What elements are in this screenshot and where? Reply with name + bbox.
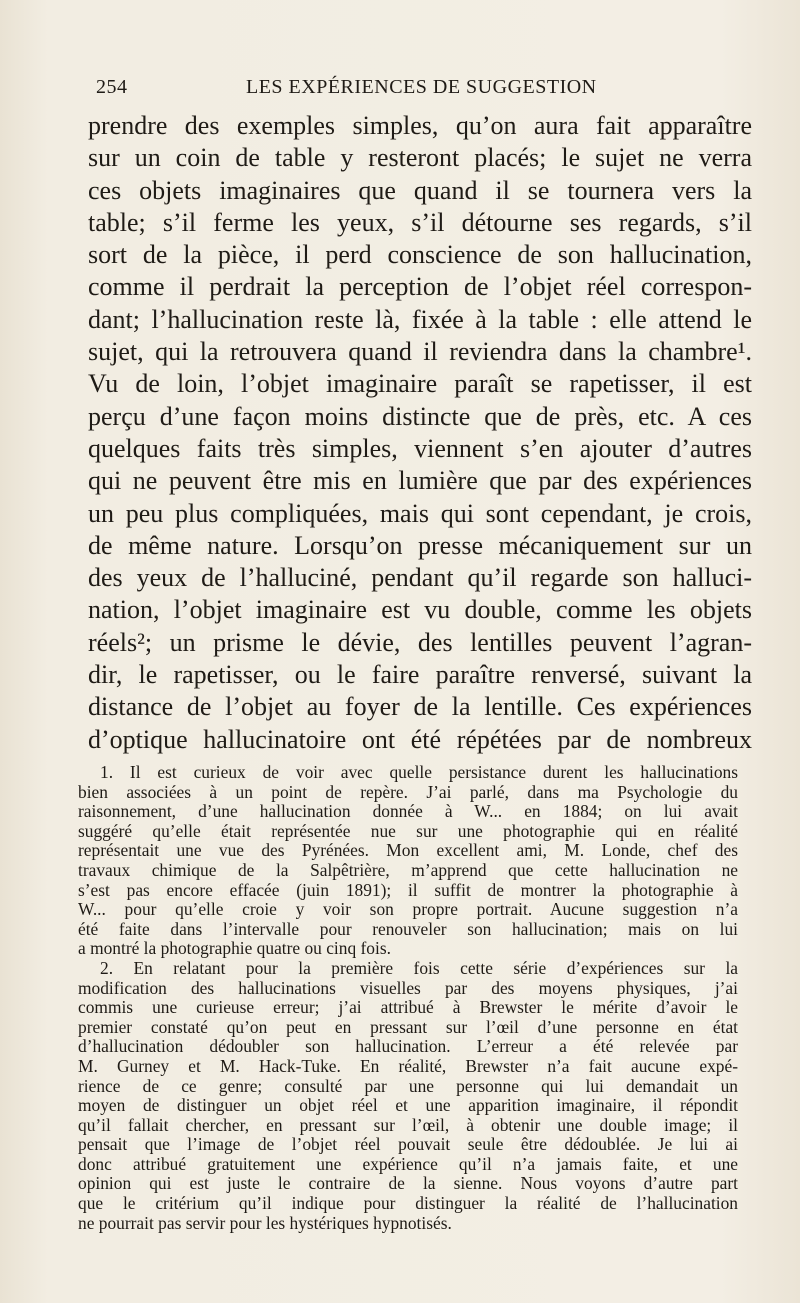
footnote-line: rience de ce genre; consulté par une personne qui lui demandait un	[78, 1076, 738, 1096]
footnote-1	[78, 763, 738, 959]
footnote-line: s’est pas encore effacée (juin 1891); il suffit de montrer la photographie à	[78, 880, 738, 900]
footnote-line: donc attribué gratuitement une expérience qu’il n’a jamais faite, et une	[78, 1154, 738, 1174]
footnote-line: moyen de distinguer un objet réel et une apparition imaginaire, il répondit	[78, 1096, 738, 1116]
footnote-line: d’hallucination dédoubler son hallucination. L’erreur a été relevée par	[78, 1037, 738, 1057]
footnote-line: modification des hallucinations visuelles par des moyens physiques, j’ai	[78, 978, 738, 998]
footnote-line: travaux chimique de la Salpêtrière, m’apprend que cette hallucination ne	[78, 860, 738, 880]
footnote-line: représentait une vue des Pyrénées. Mon excellent ami, M. Londe, chef des	[78, 841, 738, 861]
footnotes	[78, 763, 738, 1233]
footnote-line: ne pourrait pas servir pour les hystériques hypnotisés.	[78, 1213, 452, 1233]
running-title: LES EXPÉRIENCES DE SUGGESTION	[246, 76, 597, 98]
text-line: sujet, qui la retrouvera quand il reviendra dans la chambre¹.	[88, 337, 752, 367]
text-line: réels²; un prisme le dévie, des lentilles peuvent l’agran-	[88, 627, 752, 657]
text-line: comme il perdrait la perception de l’objet réel correspon-	[88, 272, 752, 302]
text-line: dant; l’hallucination reste là, fixée à la table : elle attend le	[88, 304, 752, 334]
footnote-line: qu’il fallait chercher, en pressant sur l’œil, à obtenir une double image; il	[78, 1115, 738, 1135]
text-line: ces objets imaginaires que quand il se tournera vers la	[88, 175, 752, 205]
text-line: de même nature. Lorsqu’on presse mécaniquement sur un	[88, 530, 752, 560]
footnote-line: 1. Il est curieux de voir avec quelle persistance durent les hallucinations	[100, 763, 738, 782]
footnote-2	[78, 959, 738, 1233]
footnote-line: W... pour qu’elle croie y voir son propre portrait. Aucune suggestion n’a	[78, 900, 738, 920]
text-line: des yeux de l’halluciné, pendant qu’il regarde son halluci-	[88, 563, 752, 593]
text-line: d’optique hallucinatoire ont été répétées par de nombreux	[88, 724, 752, 754]
page-header	[96, 76, 786, 104]
text-line: perçu d’une façon moins distincte que de près, etc. A ces	[88, 401, 752, 431]
footnote-line: commis une curieuse erreur; j’ai attribué à Brewster le mérite d’avoir le	[78, 998, 738, 1018]
footnote-line: a montré la photographie quatre ou cinq fois.	[78, 939, 391, 959]
footnote-line: M. Gurney et M. Hack-Tuke. En réalité, Brewster n’a fait aucune expé-	[78, 1056, 738, 1076]
footnote-line: premier constaté qu’on peut en pressant sur l’œil d’une personne en état	[78, 1017, 738, 1037]
footnote-line: raisonnement, d’une hallucination donnée à W... en 1884; on lui avait	[78, 802, 738, 822]
text-line: sur un coin de table y resteront placés; le sujet ne verra	[88, 143, 752, 173]
text-line: distance de l’objet au foyer de la lentille. Ces expériences	[88, 692, 752, 722]
footnote-line: opinion qui est juste le contraire de la sienne. Nous voyons d’autre part	[78, 1174, 738, 1194]
text-line: qui ne peuvent être mis en lumière que par des expériences	[88, 466, 752, 496]
text-line: nation, l’objet imaginaire est vu double, comme les objets	[88, 595, 752, 625]
footnote-line: 2. En relatant pour la première fois cette série d’expériences sur la	[100, 958, 738, 978]
footnote-line: bien associées à un point de repère. J’ai parlé, dans ma Psychologie du	[78, 782, 738, 802]
footnote-line: suggéré qu’elle était représentée nue sur une photographie qui en réalité	[78, 821, 738, 841]
text-line: un peu plus compliquées, mais qui sont cependant, je crois,	[88, 498, 752, 528]
page-number: 254	[96, 76, 128, 98]
text-line: prendre des exemples simples, qu’on aura fait apparaître	[88, 111, 752, 140]
text-line: table; s’il ferme les yeux, s’il détourne ses regards, s’il	[88, 207, 752, 237]
footnote-line: pensait que l’image de l’objet réel pouvait seule être dédoublée. Je lui ai	[78, 1135, 738, 1155]
text-line: quelques faits très simples, viennent s’en ajouter d’autres	[88, 433, 752, 463]
text-line: Vu de loin, l’objet imaginaire paraît se rapetisser, il est	[88, 369, 752, 399]
main-text	[88, 110, 752, 756]
text-line: sort de la pièce, il perd conscience de son hallucination,	[88, 240, 752, 270]
footnote-line: que le critérium qu’il indique pour distinguer la réalité de l’hallucination	[78, 1194, 738, 1214]
footnote-line: été faite dans l’intervalle pour renouveler son hallucination; mais on lui	[78, 919, 738, 939]
text-line: dir, le rapetisser, ou le faire paraître renversé, suivant la	[88, 660, 752, 690]
